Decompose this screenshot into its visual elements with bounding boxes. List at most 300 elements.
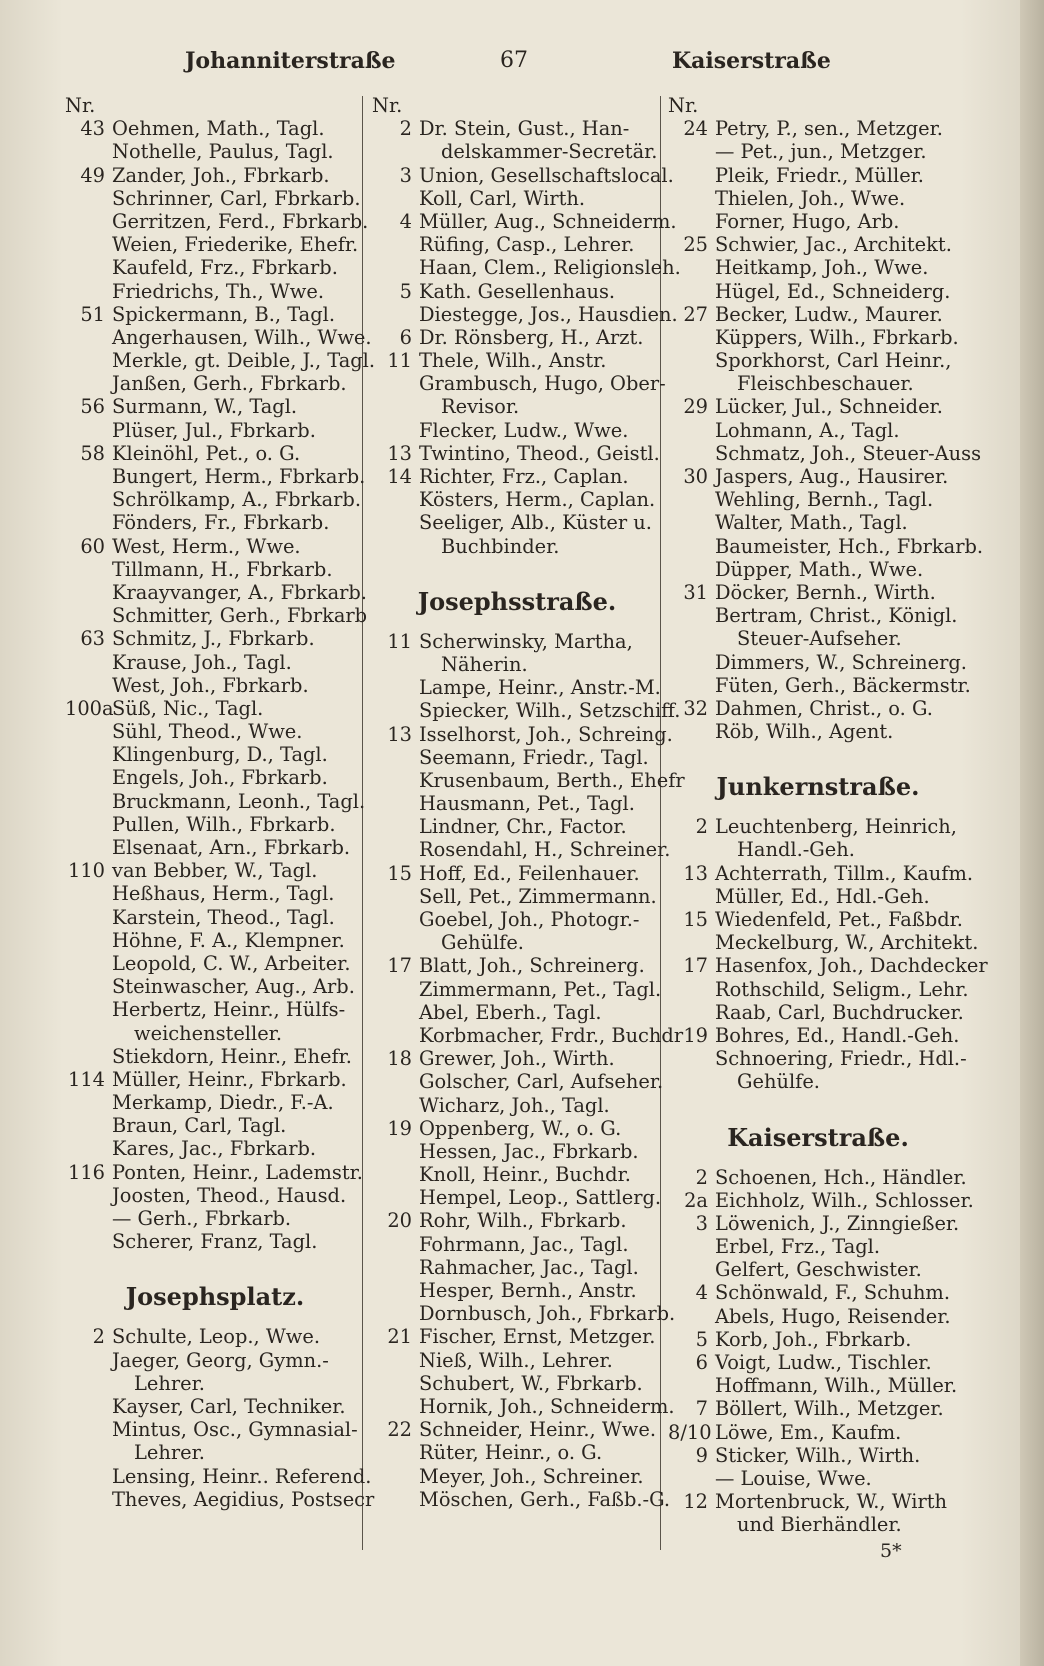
directory-entry [372, 535, 662, 558]
resident-entry: — Pet., jun., Metzger. [715, 140, 927, 164]
resident-entry: Mortenbruck, W., Wirth [715, 1490, 948, 1514]
resident-entry: Braun, Carl, Tagl. [112, 1114, 287, 1138]
resident-entry: Diestegge, Jos., Hausdien. [419, 302, 678, 326]
house-number: 15 [387, 861, 412, 885]
resident-entry: Hasenfox, Joh., Dachdecker [715, 954, 988, 978]
resident-entry: Schnoering, Friedr., Hdl.- [715, 1047, 967, 1071]
resident-entry: Spickermann, B., Tagl. [112, 302, 336, 326]
directory-entry [65, 604, 368, 628]
directory-entry [668, 1328, 968, 1351]
resident-entry: Bertram, Christ., Königl. [715, 604, 958, 628]
directory-entry [372, 1209, 662, 1232]
resident-entry: Blatt, Joh., Schreinerg. [419, 954, 645, 978]
house-number: 2 [695, 1165, 708, 1189]
directory-entry [372, 209, 677, 233]
directory-entry [372, 140, 662, 163]
directory-entry [372, 1094, 662, 1117]
directory-entry [372, 746, 662, 769]
directory-entry [65, 882, 365, 905]
resident-entry: Nr. [372, 94, 403, 117]
resident-entry: Schubert, W., Fbrkarb. [419, 1371, 643, 1395]
house-number: 14 [387, 465, 412, 488]
resident-entry: Seeliger, Alb., Küster u. [419, 511, 652, 535]
directory-entry [65, 906, 365, 929]
resident-entry: Hausmann, Pet., Tagl. [419, 792, 635, 816]
directory-entry [65, 1441, 365, 1464]
directory-entry [668, 558, 968, 581]
directory-entry [372, 908, 662, 931]
directory-entry [65, 1161, 365, 1184]
resident-entry: Hessen, Jac., Fbrkarb. [419, 1139, 639, 1163]
resident-entry: Bruckmann, Leonh., Tagl. [112, 789, 366, 813]
resident-entry: van Bebber, W., Tagl. [112, 859, 318, 883]
house-number: 24 [683, 117, 708, 141]
resident-entry: Pleik, Friedr., Müller. [715, 163, 924, 187]
resident-entry: Scherer, Franz, Tagl. [112, 1230, 318, 1254]
directory-entry [668, 720, 968, 743]
resident-entry: Hügel, Ed., Schneiderg. [715, 279, 951, 303]
directory-entry [65, 280, 365, 303]
directory-entry [372, 978, 662, 1001]
resident-entry: Lohmann, A., Tagl. [715, 418, 900, 442]
resident-entry: Mintus, Osc., Gymnasial- [112, 1418, 358, 1442]
resident-entry: Sporkhorst, Carl Heinr., [715, 349, 952, 373]
resident-entry: Nieß, Wilh., Lehrer. [419, 1348, 613, 1372]
header-right-street: Kaiserstraße [672, 48, 831, 74]
directory-entry [372, 442, 662, 465]
directory-entry [668, 326, 968, 349]
house-number: 58 [80, 441, 105, 465]
house-number: 43 [80, 117, 105, 141]
resident-entry: Heitkamp, Joh., Wwe. [715, 256, 929, 280]
directory-entry [65, 581, 365, 604]
resident-entry: Oehmen, Math., Tagl. [112, 117, 325, 141]
house-number: 19 [387, 1116, 412, 1140]
directory-entry [372, 326, 662, 349]
directory-entry [65, 558, 365, 581]
house-number: 27 [683, 302, 708, 326]
resident-entry: Dornbusch, Joh., Fbrkarb. [419, 1302, 676, 1326]
resident-entry: Stiekdorn, Heinr., Ehefr. [112, 1044, 352, 1068]
resident-entry: — Gerh., Fbrkarb. [112, 1207, 292, 1230]
street-heading: Josephsplatz. [125, 1282, 305, 1312]
directory-entry [65, 94, 365, 117]
resident-entry: Wehling, Bernh., Tagl. [715, 488, 934, 512]
directory-entry [372, 815, 662, 838]
directory-entry [668, 931, 979, 955]
directory-entry [372, 1418, 662, 1441]
house-number: 63 [80, 627, 105, 651]
resident-entry: Engels, Joh., Fbrkarb. [112, 766, 328, 790]
directory-entry [65, 627, 365, 650]
directory-entry [65, 998, 365, 1021]
house-number: 3 [695, 1211, 708, 1235]
resident-entry: Fönders, Fr., Fbrkarb. [112, 511, 330, 535]
house-number: 4 [399, 209, 412, 233]
directory-entry [65, 442, 365, 465]
directory-entry [668, 838, 968, 861]
house-number: 11 [387, 629, 412, 653]
directory-entry [372, 1372, 662, 1395]
resident-entry: Pullen, Wilh., Fbrkarb. [112, 812, 336, 836]
street-heading: Kaiserstraße. [727, 1122, 909, 1152]
resident-entry: Meyer, Joh., Schreiner. [419, 1464, 644, 1488]
house-number: 25 [683, 233, 708, 257]
house-number: 13 [387, 441, 412, 465]
resident-entry: Gehülfe. [441, 931, 524, 955]
resident-entry: Voigt, Ludw., Tischler. [715, 1351, 932, 1374]
resident-entry: Nr. [668, 94, 699, 117]
directory-entry [668, 233, 968, 256]
house-number: 5 [399, 279, 412, 303]
resident-entry: Klingenburg, D., Tagl. [112, 743, 328, 767]
resident-entry: Hornik, Joh., Schneiderm. [419, 1394, 675, 1418]
resident-entry: Müller, Heinr., Fbrkarb. [112, 1067, 347, 1091]
directory-entry [668, 1212, 968, 1235]
directory-entry [668, 1024, 968, 1047]
resident-entry: Röb, Wilh., Agent. [715, 720, 894, 744]
directory-entry [65, 419, 365, 442]
resident-entry: Merkle, gt. Deible, J., Tagl. [112, 349, 376, 373]
resident-entry: Höhne, F. A., Klempner. [112, 928, 345, 952]
house-number: 3 [399, 163, 412, 187]
resident-entry: Küppers, Wilh., Fbrkarb. [715, 325, 959, 349]
street-heading: Josephsstraße. [417, 586, 617, 616]
resident-entry: Rohr, Wilh., Fbrkarb. [419, 1209, 627, 1233]
directory-entry [668, 1397, 968, 1420]
resident-entry: Joosten, Theod., Hausd. [112, 1183, 347, 1207]
resident-entry: Rüfing, Casp., Lehrer. [419, 233, 635, 257]
page-number: 67 [500, 48, 528, 73]
resident-entry: Richter, Frz., Caplan. [419, 465, 629, 488]
resident-entry: Wiedenfeld, Pet., Faßbdr. [715, 908, 963, 931]
resident-entry: Petry, P., sen., Metzger. [715, 117, 943, 141]
house-number: 9 [695, 1443, 708, 1467]
directory-entry [65, 743, 365, 766]
resident-entry: Schrinner, Carl, Fbrkarb. [112, 186, 361, 210]
resident-entry: Lindner, Chr., Factor. [419, 815, 627, 839]
resident-entry: Grambusch, Hugo, Ober- [419, 372, 666, 396]
directory-entry [65, 1487, 375, 1511]
house-number: 56 [80, 395, 105, 419]
directory-entry [372, 465, 662, 488]
house-number: 15 [683, 908, 708, 931]
resident-entry: Dahmen, Christ., o. G. [715, 696, 933, 720]
resident-entry: Heßhaus, Herm., Tagl. [112, 882, 335, 906]
resident-entry: Schrölkamp, A., Fbrkarb. [112, 488, 362, 512]
resident-entry: Schmatz, Joh., Steuer-Auss [715, 441, 982, 465]
resident-entry: Hoffmann, Wilh., Müller. [715, 1374, 958, 1398]
directory-entry [372, 1186, 662, 1209]
resident-entry: Süß, Nic., Tagl. [112, 696, 264, 720]
directory-entry [372, 302, 678, 326]
resident-entry: und Bierhändler. [737, 1513, 902, 1537]
resident-entry: Fleischbeschauer. [737, 372, 914, 396]
directory-entry [65, 1464, 372, 1488]
directory-entry [668, 1351, 968, 1374]
house-number: 6 [695, 1351, 708, 1374]
house-number: 100a [65, 696, 114, 720]
resident-entry: Merkamp, Diedr., F.-A. [112, 1091, 334, 1115]
directory-entry [372, 1001, 662, 1024]
directory-entry [65, 209, 369, 233]
directory-entry [668, 954, 988, 978]
directory-entry [372, 699, 681, 723]
resident-entry: Näherin. [441, 652, 528, 676]
house-number: 19 [683, 1023, 708, 1047]
resident-entry: Müller, Ed., Hdl.-Geh. [715, 884, 930, 908]
directory-entry [668, 1281, 968, 1304]
directory-entry [372, 1487, 671, 1511]
directory-entry [65, 303, 365, 326]
directory-entry [668, 1467, 968, 1490]
resident-entry: Herbertz, Heinr., Hülfs- [112, 998, 346, 1022]
directory-entry [65, 929, 365, 952]
directory-entry [372, 722, 673, 746]
directory-entry [372, 1117, 662, 1140]
header-left-street: Johanniterstraße [185, 48, 396, 74]
resident-entry: Achterrath, Tillm., Kaufm. [715, 861, 974, 885]
directory-entry [65, 1184, 365, 1207]
directory-entry [668, 651, 968, 674]
resident-entry: Oppenberg, W., o. G. [419, 1116, 622, 1140]
resident-entry: Union, Gesellschaftslocal. [419, 163, 674, 187]
directory-entry [668, 978, 968, 1001]
directory-entry [65, 465, 365, 488]
directory-entry [372, 280, 662, 303]
directory-entry [372, 349, 662, 372]
house-number: 17 [683, 954, 708, 978]
resident-entry: Karstein, Theod., Tagl. [112, 905, 335, 929]
resident-entry: Rüter, Heinr., o. G. [419, 1441, 603, 1465]
resident-entry: Lücker, Jul., Schneider. [715, 395, 943, 419]
resident-entry: Böllert, Wilh., Metzger. [715, 1397, 944, 1421]
directory-entry [668, 210, 968, 233]
resident-entry: Schulte, Leop., Wwe. [112, 1325, 321, 1349]
directory-entry [65, 1091, 365, 1114]
column-1 [65, 94, 376, 1511]
resident-entry: Theves, Aegidius, Postsecr [112, 1487, 375, 1511]
house-number: 2 [92, 1325, 105, 1349]
directory-entry [668, 908, 968, 931]
directory-entry [668, 1421, 968, 1444]
resident-entry: Twintino, Theod., Geistl. [419, 441, 660, 465]
column-2 [372, 94, 685, 1511]
resident-entry: Angerhausen, Wilh., Wwe. [112, 325, 372, 349]
directory-entry [372, 233, 662, 256]
resident-entry: Schönwald, F., Schuhm. [715, 1281, 950, 1305]
directory-entry [372, 630, 662, 653]
directory-entry [372, 676, 662, 699]
resident-entry: Nothelle, Paulus, Tagl. [112, 140, 334, 164]
directory-entry [65, 187, 365, 210]
directory-entry [65, 697, 365, 720]
directory-entry [65, 674, 365, 697]
directory-entry [65, 1418, 365, 1441]
resident-entry: Revisor. [441, 395, 520, 419]
house-number: 30 [683, 465, 708, 488]
directory-entry [65, 813, 365, 836]
directory-entry [668, 1047, 968, 1070]
street-heading: Junkernstraße. [716, 772, 920, 802]
resident-entry: West, Joh., Fbrkarb. [112, 673, 309, 697]
directory-entry [668, 372, 968, 395]
resident-entry: Haan, Clem., Religionsleh. [419, 256, 681, 280]
resident-entry: Gerritzen, Ferd., Fbrkarb. [112, 209, 369, 233]
resident-entry: Flecker, Ludw., Wwe. [419, 418, 629, 442]
directory-entry [668, 1070, 968, 1093]
house-number: 2 [399, 117, 412, 141]
running-header [0, 42, 1044, 82]
directory-entry [372, 1140, 662, 1163]
resident-entry: Koll, Carl, Wirth. [419, 186, 586, 210]
directory-entry [372, 838, 671, 862]
directory-entry [668, 303, 968, 326]
directory-entry [372, 1394, 675, 1418]
directory-entry [372, 395, 662, 418]
resident-entry: Sühl, Theod., Wwe. [112, 720, 303, 744]
resident-entry: Goebel, Joh., Photogr.- [419, 908, 640, 931]
directory-entry [372, 94, 662, 117]
house-number: 29 [683, 395, 708, 419]
resident-entry: Fischer, Ernst, Metzger. [419, 1325, 656, 1349]
resident-entry: Tillmann, H., Fbrkarb. [112, 557, 333, 581]
resident-entry: Weien, Friederike, Ehefr. [112, 233, 359, 257]
house-number: 8/10 [668, 1420, 712, 1444]
directory-entry [65, 1068, 365, 1091]
resident-entry: Baumeister, Hch., Fbrkarb. [715, 534, 984, 558]
resident-entry: Handl.-Geh. [737, 838, 855, 862]
directory-entry [668, 1374, 968, 1397]
directory-entry [372, 768, 685, 792]
resident-entry: Löwe, Em., Kaufm. [715, 1420, 902, 1444]
directory-entry [668, 1235, 968, 1258]
directory-entry [372, 1070, 662, 1093]
resident-entry: Knoll, Heinr., Buchdr. [419, 1163, 631, 1187]
house-number: 12 [683, 1490, 708, 1514]
directory-entry [668, 1305, 968, 1328]
resident-entry: Grewer, Joh., Wirth. [419, 1047, 615, 1071]
directory-entry [372, 1023, 684, 1047]
resident-entry: Surmann, W., Tagl. [112, 395, 298, 419]
directory-entry [65, 117, 365, 140]
resident-entry: Gehülfe. [737, 1070, 820, 1094]
resident-entry: Abel, Eberh., Tagl. [419, 1000, 602, 1024]
resident-entry: Friedrichs, Th., Wwe. [112, 279, 324, 303]
directory-entry [372, 256, 681, 280]
house-number: 2 [695, 815, 708, 839]
resident-entry: Plüser, Jul., Fbrkarb. [112, 418, 316, 442]
resident-entry: Raab, Carl, Buchdrucker. [715, 1000, 964, 1024]
directory-entry [372, 1279, 662, 1302]
resident-entry: Thielen, Joh., Wwe. [715, 186, 906, 210]
resident-entry: Dimmers, W., Schreinerg. [715, 650, 967, 674]
resident-entry: — Louise, Wwe. [715, 1466, 872, 1490]
resident-entry: Zander, Joh., Fbrkarb. [112, 163, 330, 187]
directory-entry [668, 140, 968, 163]
resident-entry: Thele, Wilh., Anstr. [419, 349, 607, 373]
directory-entry [372, 1349, 662, 1372]
directory-entry [668, 419, 968, 442]
directory-entry [372, 1325, 662, 1348]
directory-entry [668, 256, 968, 279]
directory-entry [65, 488, 365, 511]
house-number: 114 [67, 1067, 105, 1091]
resident-entry: Kleinöhl, Pet., o. G. [112, 441, 301, 465]
resident-entry: Schmitter, Gerh., Fbrkarb [112, 604, 368, 628]
resident-entry: Steinwascher, Aug., Arb. [112, 975, 355, 999]
resident-entry: Korb, Joh., Fbrkarb. [715, 1327, 912, 1351]
house-number: 13 [387, 722, 412, 746]
resident-entry: Hoff, Ed., Feilenhauer. [419, 861, 640, 885]
directory-entry [65, 766, 365, 789]
resident-entry: Spiecker, Wilh., Setzschiff. [419, 699, 681, 723]
directory-entry [65, 1207, 365, 1230]
resident-entry: Schmitz, J., Fbrkarb. [112, 627, 315, 651]
directory-entry [668, 604, 968, 627]
resident-entry: Jaeger, Georg, Gymn.- [112, 1348, 329, 1372]
directory-entry [65, 511, 365, 534]
directory-entry [372, 1047, 662, 1070]
directory-entry [668, 94, 968, 117]
resident-entry: Kayser, Carl, Techniker. [112, 1394, 346, 1418]
directory-entry [372, 862, 662, 885]
directory-entry [668, 395, 968, 418]
resident-entry: Leuchtenberg, Heinrich, [715, 815, 957, 839]
house-number: 22 [387, 1418, 412, 1442]
directory-entry [372, 885, 662, 908]
column-3 [668, 94, 988, 1537]
directory-entry [372, 1256, 662, 1279]
directory-entry [65, 790, 365, 813]
page-edge [1020, 0, 1044, 1666]
directory-entry [668, 1444, 968, 1467]
resident-entry: Kares, Jac., Fbrkarb. [112, 1137, 317, 1161]
house-number: 49 [80, 163, 105, 187]
resident-entry: Lampe, Heinr., Anstr.-M. [419, 676, 661, 700]
directory-entry [668, 1513, 968, 1536]
resident-entry: Rosendahl, H., Schreiner. [419, 838, 671, 862]
resident-entry: Füten, Gerh., Bäckermstr. [715, 673, 971, 697]
resident-entry: Eichholz, Wilh., Schlosser. [715, 1188, 974, 1212]
directory-entry [372, 163, 674, 187]
resident-entry: Sticker, Wilh., Wirth. [715, 1443, 921, 1467]
directory-entry [65, 1349, 365, 1372]
resident-entry: Müller, Aug., Schneiderm. [419, 209, 677, 233]
directory-entry [372, 954, 662, 977]
directory-entry [65, 1230, 365, 1253]
directory-entry [668, 465, 968, 488]
directory-entry [668, 1188, 974, 1212]
directory-entry [372, 419, 662, 442]
house-number: 17 [387, 954, 412, 978]
resident-entry: Hesper, Bernh., Anstr. [419, 1279, 637, 1302]
resident-entry: Elsenaat, Arn., Fbrkarb. [112, 836, 351, 859]
house-number: 2a [684, 1188, 708, 1212]
directory-entry [372, 117, 662, 140]
directory-entry [372, 1233, 662, 1256]
resident-entry: Kösters, Herm., Caplan. [419, 488, 656, 512]
resident-entry: Janßen, Gerh., Fbrkarb. [112, 372, 347, 396]
resident-entry: Dr. Stein, Gust., Han- [419, 117, 630, 141]
directory-entry [65, 1114, 365, 1137]
directory-entry [65, 164, 365, 187]
resident-entry: Kaufeld, Frz., Fbrkarb. [112, 256, 338, 280]
resident-entry: Scherwinsky, Martha, [419, 629, 633, 653]
directory-entry [65, 1325, 365, 1348]
resident-entry: Möschen, Gerh., Faßb.-G. [419, 1487, 671, 1511]
resident-entry: Nr. [65, 94, 96, 117]
